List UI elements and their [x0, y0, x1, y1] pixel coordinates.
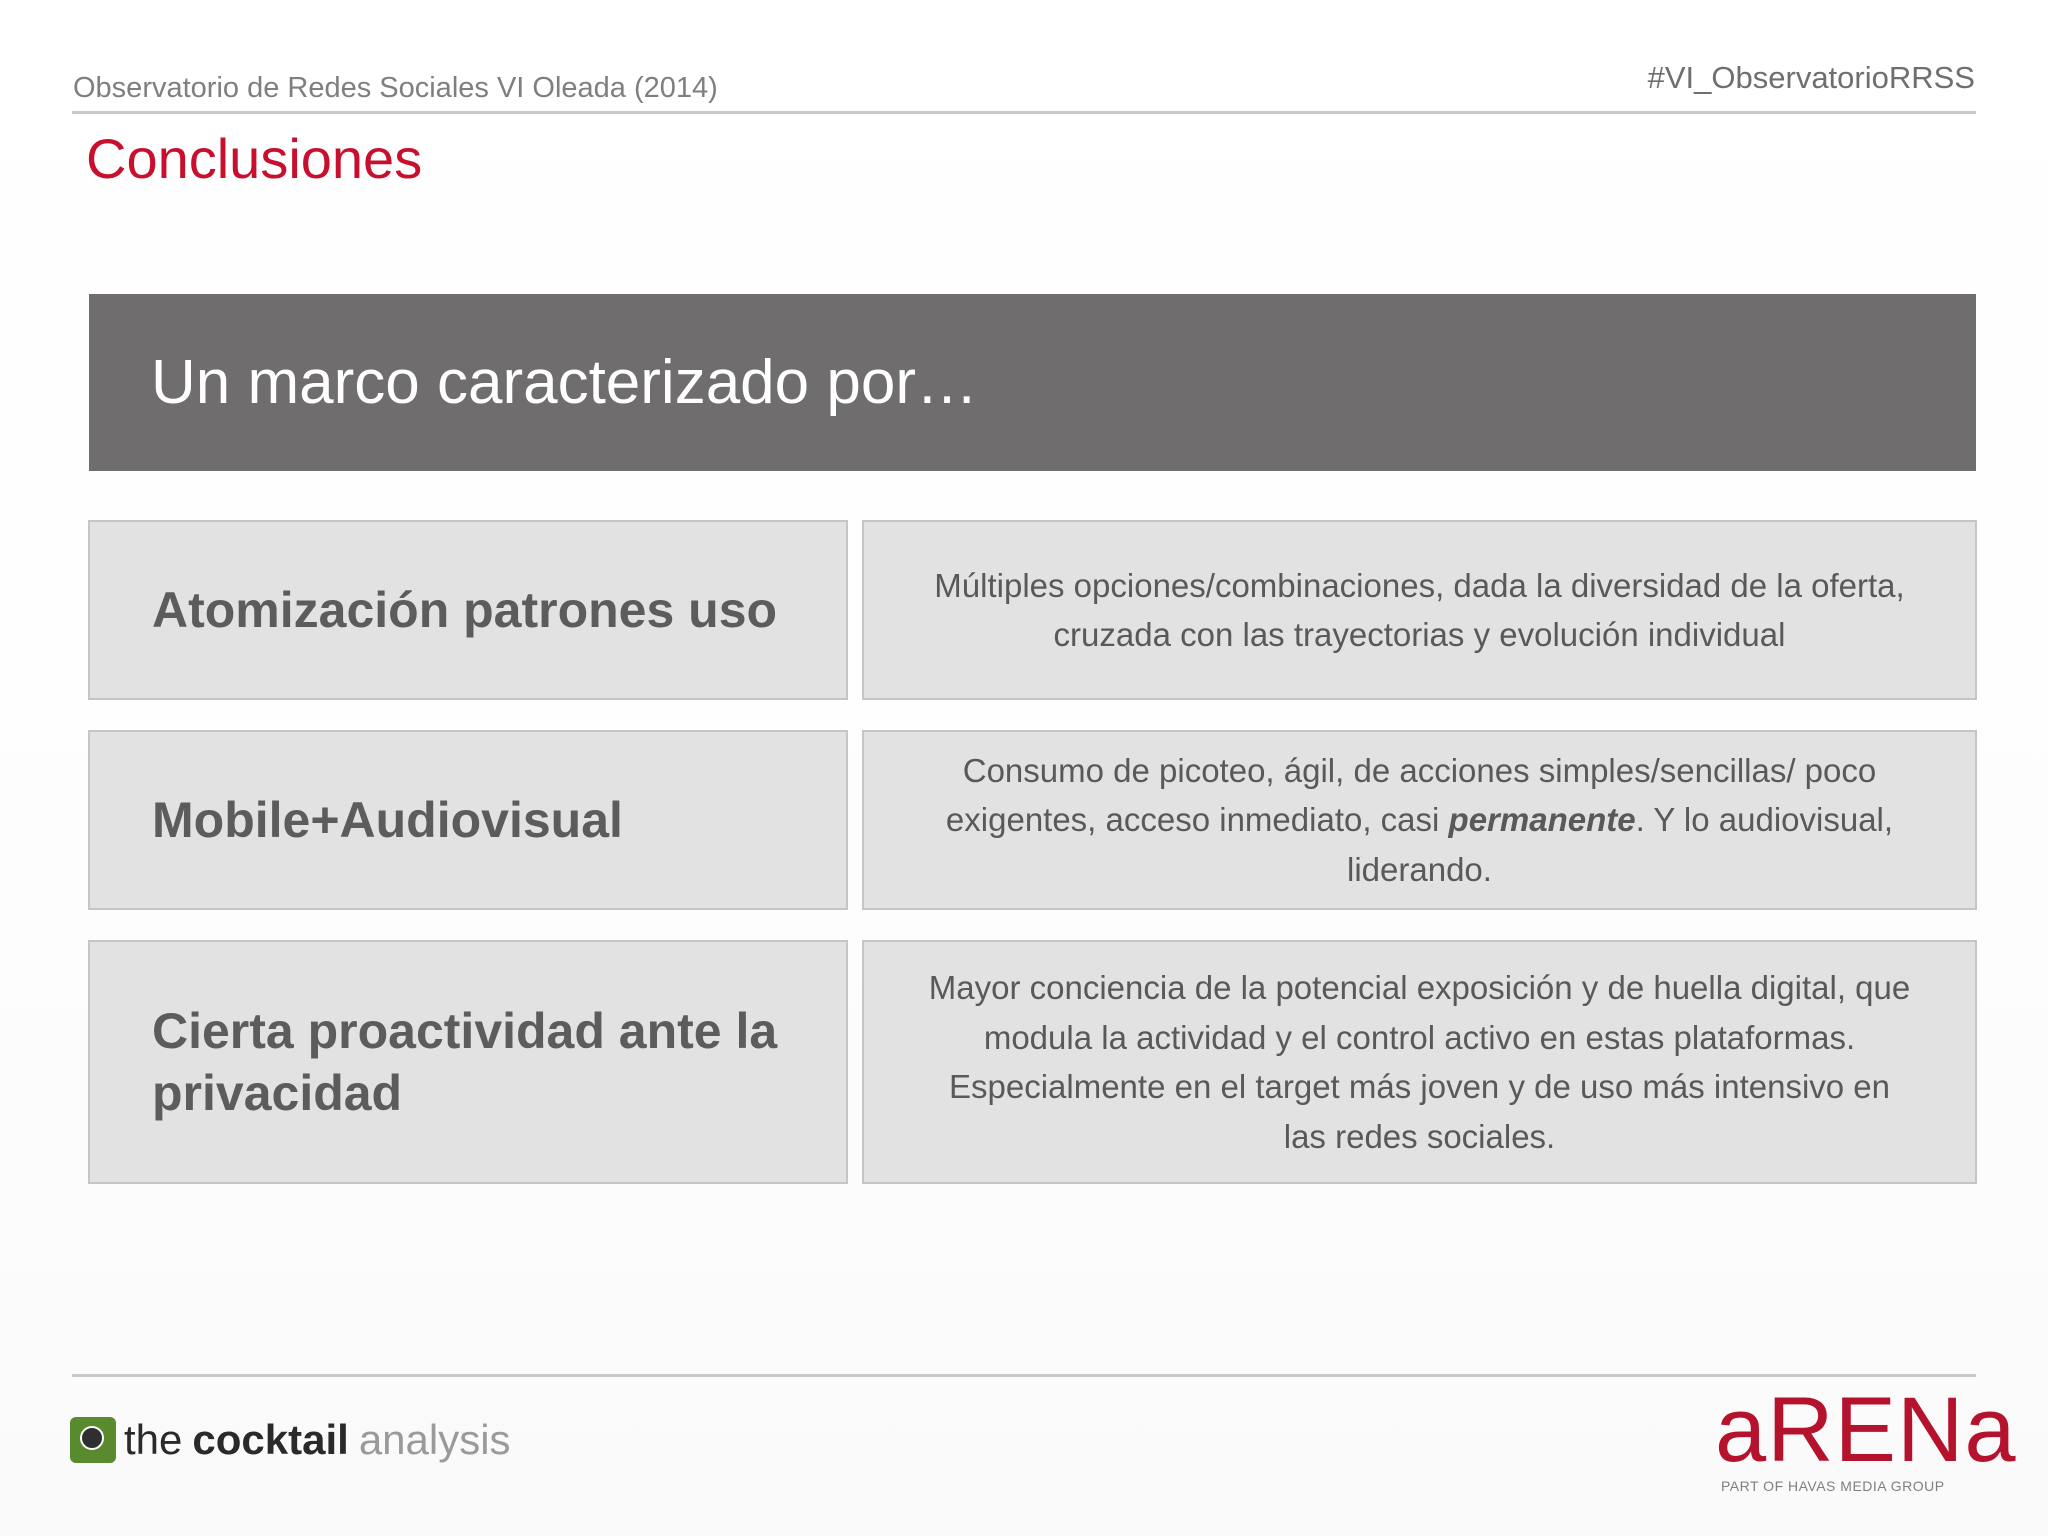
row-3-label [152, 1000, 777, 1124]
row-2-label: Mobile+Audiovisual [152, 792, 623, 848]
footer-divider [72, 1374, 1976, 1377]
row-3-description [929, 963, 1910, 1161]
header-divider [72, 111, 1976, 114]
header-subtitle: Observatorio de Redes Sociales VI Oleada (2014) [73, 72, 718, 104]
row-1-description-cell [862, 520, 1977, 700]
row-3-label-line-2: privacidad [152, 1065, 403, 1121]
arena-tagline: PART OF HAVAS MEDIA GROUP [1721, 1478, 1945, 1494]
cocktail-logo-icon [70, 1417, 116, 1463]
row-3-description-line-3: Especialmente en el target más joven y de uso más intensivo en [948, 1068, 1890, 1105]
row-3-label-cell [88, 940, 848, 1184]
row-1-description-line-2: cruzada con las trayectorias y evolución individual [1053, 616, 1786, 653]
row-1-description [934, 561, 1904, 660]
row-1-description-line-1: Múltiples opciones/combinaciones, dada la diversidad de la oferta, [934, 566, 1905, 604]
row-3-description-cell [862, 940, 1977, 1184]
row-2-description-line-3: liderando. [1347, 850, 1492, 888]
row-2-description-cell [862, 730, 1977, 910]
header-hashtag: #VI_ObservatorioRRSS [1647, 60, 1975, 95]
banner-text: Un marco caracterizado por… [151, 348, 978, 417]
page-title: Conclusiones [86, 127, 423, 190]
arena-wordmark: aRENa [1715, 1379, 2017, 1481]
logo-word-cocktail: cocktail [192, 1416, 349, 1463]
logo-word-analysis: analysis [358, 1416, 511, 1463]
row-3-label-line-1: Cierta proactividad ante la [152, 1003, 778, 1059]
banner [89, 294, 1976, 471]
the-cocktail-analysis-logo [70, 1412, 511, 1468]
row-2-description-line-1: Consumo de picoteo, ágil, de acciones simples/sencillas/ poco [962, 751, 1877, 789]
row-3-description-line-1: Mayor conciencia de la potencial exposición y de huella digital, que [928, 969, 1911, 1006]
row-2-description-line-2 [946, 795, 1893, 845]
row-2-text-pre: exigentes, acceso inmediato, casi [945, 801, 1449, 839]
row-1-label: Atomización patrones uso [152, 582, 778, 638]
row-3-description-line-4: las redes sociales. [1283, 1117, 1556, 1155]
row-2-description [946, 746, 1893, 895]
row-3-description-line-2: modula la actividad y el control activo en estas plataformas. [983, 1018, 1856, 1056]
arena-logo [1715, 1379, 2017, 1498]
row-1-label-cell [88, 520, 848, 700]
row-2-text-emphasis: permanente [1448, 801, 1636, 839]
row-2-label-cell [88, 730, 848, 910]
row-2-text-post: . Y lo audiovisual, [1635, 801, 1894, 839]
logo-word-the: the [124, 1416, 183, 1463]
